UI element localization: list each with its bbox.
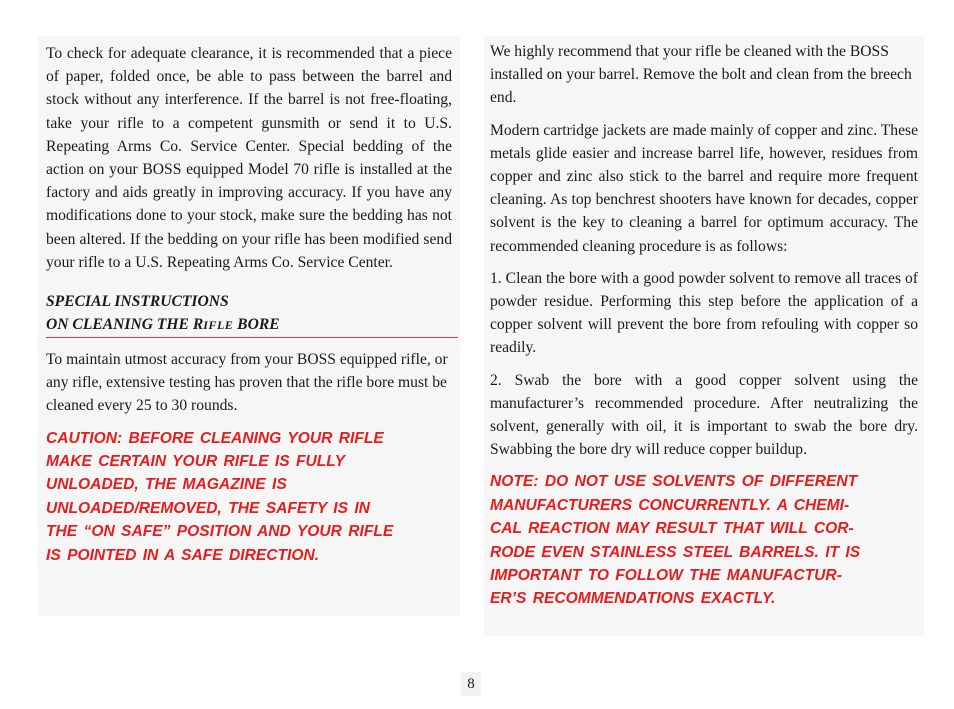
caution-line: CAUTION: BEFORE CLEANING YOUR RIFLE — [46, 429, 384, 447]
clearance-paragraph: To check for adequate clearance, it is recommended that a piece of paper, folded once, be able to pass between the barrel and stock without any interference. If the barrel is not free-floating, take your rifle to a competent gunsmith or send it to U.S. Repeating Arms Co. Service Center. Special bedding of the action on your BOSS equipped Model 70 rifle is installed at the factory and aids greatly in improving accuracy. If you have any modifications done to your stock, make sure the bedding has not been altered. If the bedding on your rifle has been modified send your rifle to a U.S. Repeating Arms Co. Service Center. — [46, 45, 452, 271]
heading-underline — [46, 337, 458, 338]
heading-line-2-end: BORE — [233, 316, 280, 334]
cleaning-step-1: 1. Clean the bore with a good powder solvent to remove all traces of powder residue. Performing this step before the application of a copper solvent will prevent the bore from refouling with copper so readily. — [490, 269, 918, 357]
maintenance-paragraph: To maintain utmost accuracy from your BOSS equipped rifle, or any rifle, extensive testing has proven that the rifle bore must be cleaned every 25 to 30 rounds. — [46, 351, 448, 415]
note-line: IMPORTANT TO FOLLOW THE MANUFACTUR- — [490, 567, 842, 585]
section-heading — [46, 290, 452, 337]
page-number: 8 — [461, 672, 481, 696]
note-block — [490, 470, 918, 610]
note-line: MANUFACTURERS CONCURRENTLY. A CHEMI- — [490, 496, 850, 514]
recommendation-paragraph: We highly recommend that your rifle be cleaned with the BOSS installed on your barrel. Remove the bolt and clean from the breech end. — [490, 43, 912, 107]
heading-line-2 — [46, 313, 452, 337]
heading-line-2-start: ON CLEANING THE R — [46, 316, 204, 334]
cleaning-step-2: 2. Swab the bore with a good copper solvent using the manufacturer’s recommended procedure. After neutralizing the solvent, generally with oil, it is important to swab the bore dry. Swabbing the bore dry will reduce copper buildup. — [490, 371, 918, 459]
cartridge-paragraph: Modern cartridge jackets are made mainly of copper and zinc. These metals glide easier and increase barrel life, however, residues from copper and zinc also stick to the barrel and require more frequent cleaning. As top benchrest shooters have known for decades, copper solvent is the key to cleaning a barrel for optimum accuracy. The recommended cleaning procedure is as follows: — [490, 121, 918, 255]
caution-line: IS POINTED IN A SAFE DIRECTION. — [46, 546, 320, 564]
left-column — [38, 36, 460, 616]
caution-line: MAKE CERTAIN YOUR RIFLE IS FULLY — [46, 453, 346, 471]
caution-line: THE “ON SAFE” POSITION AND YOUR RIFLE — [46, 523, 394, 541]
right-column — [484, 36, 924, 636]
heading-small-caps: IFLE — [203, 318, 234, 333]
note-line: ER’S RECOMMENDATIONS EXACTLY. — [490, 590, 776, 608]
heading-line-1: SPECIAL INSTRUCTIONS — [46, 293, 229, 311]
caution-block — [46, 427, 452, 567]
note-line: NOTE: DO NOT USE SOLVENTS OF DIFFERENT — [490, 473, 858, 491]
caution-line: UNLOADED, THE MAGAZINE IS — [46, 476, 287, 494]
note-line: CAL REACTION MAY RESULT THAT WILL COR- — [490, 520, 854, 538]
note-line: RODE EVEN STAINLESS STEEL BARRELS. IT IS — [490, 543, 861, 561]
caution-line: UNLOADED/REMOVED, THE SAFETY IS IN — [46, 499, 370, 517]
